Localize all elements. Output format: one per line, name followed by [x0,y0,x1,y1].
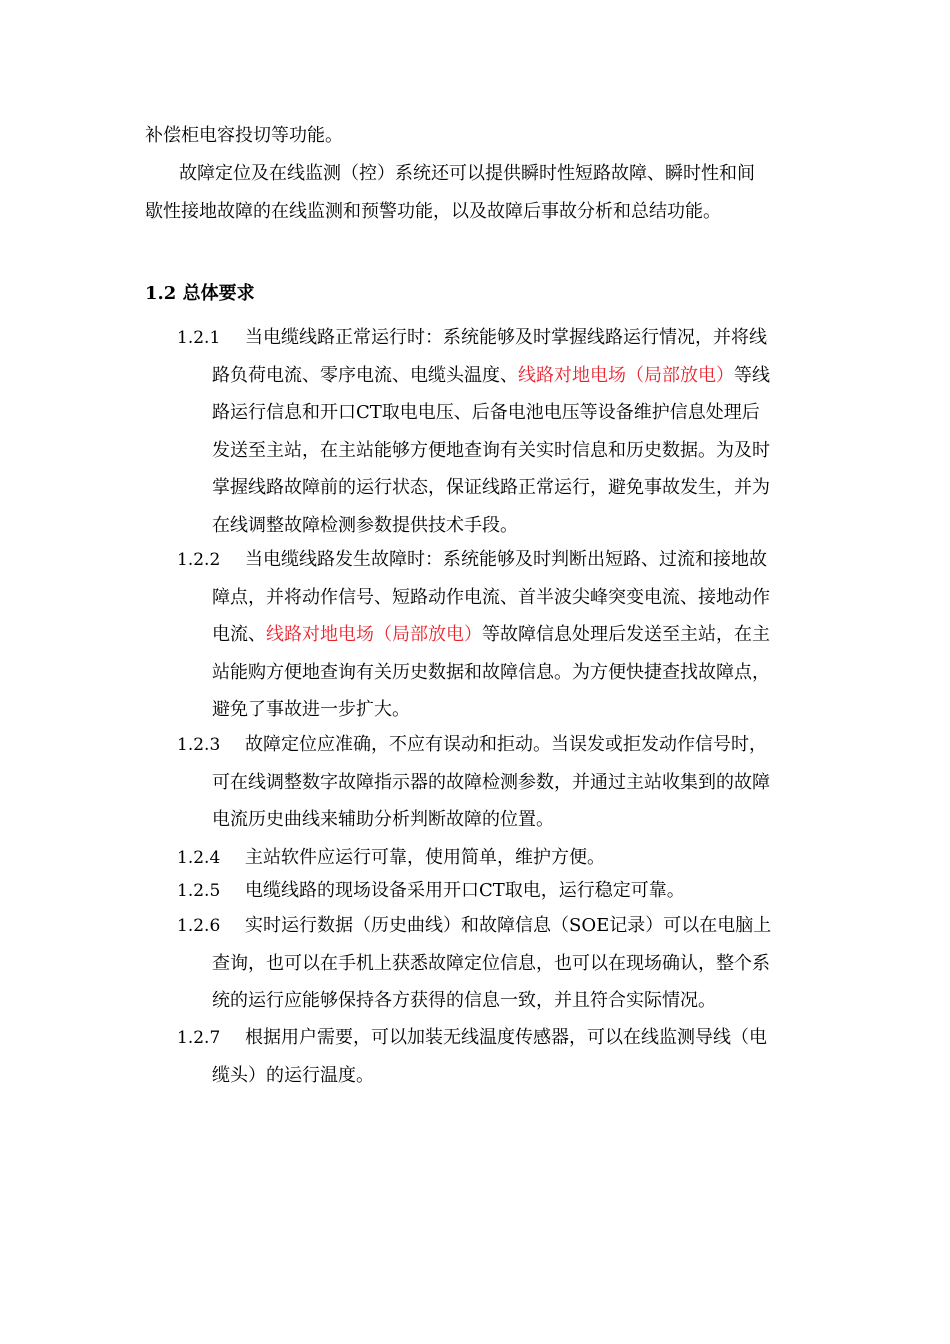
item-number: 1.2.2 [177,550,221,570]
item-text-line: 当电缆线路发生故障时：系统能够及时判断出短路、过流和接地故 [245,549,767,570]
item-text-line: 故障定位应准确，不应有误动和拒动。当误发或拒发动作信号时， [245,734,767,755]
intro-paragraph-line-2: 歇性接地故障的在线监测和预警功能，以及故障后事故分析和总结功能。 [145,201,721,222]
section-heading: 1.2 总体要求 [145,283,255,304]
intro-paragraph-line-1: 故障定位及在线监测（控）系统还可以提供瞬时性短路故障、瞬时性和间 [179,163,755,184]
text-segment: 等线 [734,364,770,386]
item-text-line: 查询，也可以在手机上获悉故障定位信息，也可以在现场确认，整个系 [212,952,770,974]
item-text-line: 站能购方便地查询有关历史数据和故障信息。为方便快捷查找故障点， [212,661,770,683]
intro-line-1: 补偿柜电容投切等功能。 [145,125,343,146]
item-text-line [212,364,770,388]
item-text-line: 根据用户需要，可以加装无线温度传感器，可以在线监测导线（电 [245,1027,767,1048]
item-number: 1.2.7 [177,1028,221,1048]
text-segment: 电流、 [212,624,266,645]
highlighted-text: 线路对地电场（局部放电） [266,624,482,645]
item-text-line: 可在线调整数字故障指示器的故障检测参数，并通过主站收集到的故障 [212,771,770,793]
item-text-line: 电流历史曲线来辅助分析判断故障的位置。 [212,809,554,830]
item-text-line: 电缆线路的现场设备采用开口CT取电，运行稳定可靠。 [245,880,685,901]
text-segment: 路负荷电流、零序电流、电缆头温度、 [212,364,518,386]
item-text-line: 主站软件应运行可靠，使用简单，维护方便。 [245,847,605,868]
item-number: 1.2.6 [177,916,221,936]
item-number: 1.2.1 [177,328,221,348]
item-text-line: 实时运行数据（历史曲线）和故障信息（SOE记录）可以在电脑上 [245,915,772,936]
item-text-line: 缆头）的运行温度。 [212,1064,374,1086]
item-text-line: 统的运行应能够保持各方获得的信息一致，并且符合实际情况。 [212,990,716,1011]
item-number: 1.2.3 [177,735,221,755]
item-text-line: 在线调整故障检测参数提供技术手段。 [212,514,518,536]
highlighted-text: 线路对地电场（局部放电） [518,364,734,386]
item-number: 1.2.5 [177,881,221,901]
item-text-line: 障点，并将动作信号、短路动作电流、首半波尖峰突变电流、接地动作 [212,586,770,608]
item-text-line: 路运行信息和开口CT取电电压、后备电池电压等设备维护信息处理后 [212,402,760,423]
item-text-line [212,623,770,647]
item-text-line: 避免了事故进一步扩大。 [212,699,410,720]
item-text-line: 发送至主站，在主站能够方便地查询有关实时信息和历史数据。为及时 [212,439,770,461]
text-segment: 等故障信息处理后发送至主站，在主 [482,624,770,645]
item-text-line: 掌握线路故障前的运行状态，保证线路正常运行，避免事故发生，并为 [212,477,770,498]
item-text-line: 当电缆线路正常运行时：系统能够及时掌握线路运行情况，并将线 [245,327,767,348]
item-number: 1.2.4 [177,848,221,868]
